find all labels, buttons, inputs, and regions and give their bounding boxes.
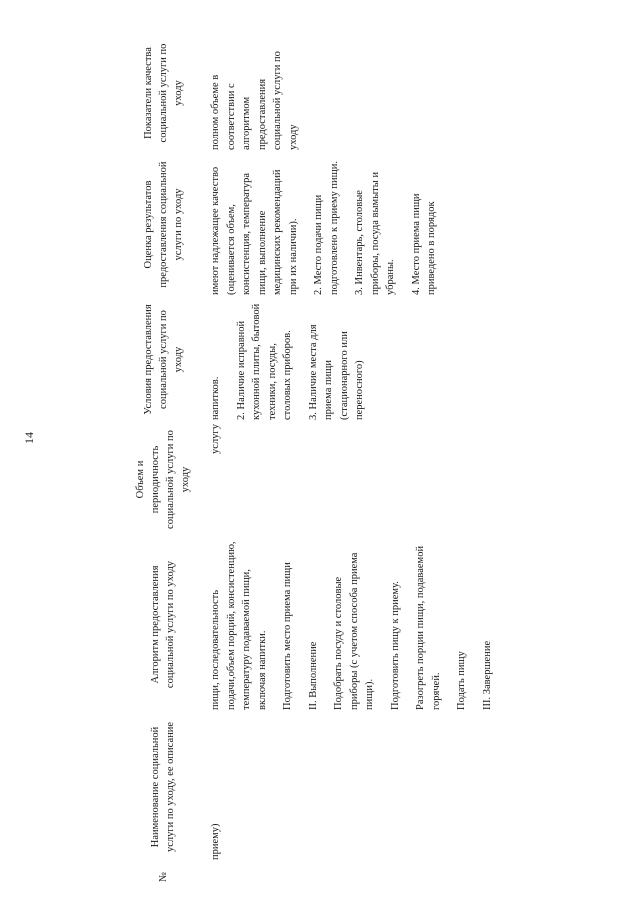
cell-volume [208, 422, 224, 537]
header-quality: Показатели качества социальной услуги по уходу [142, 43, 184, 143]
header-conditions: Условия предоставления социальной услуги по уходу [142, 304, 184, 415]
quality-text: полном объеме в соответствии с алгоритмом предоставления социальной услуги по уходу [210, 51, 299, 150]
evaluation-item: 3. Инвентарь, столовые приборы, посуда вымыты и убраны. [354, 171, 396, 295]
algorithm-step: Подготовить пищу к приему. [389, 581, 401, 710]
algorithm-section-heading: III. Завершение [481, 640, 493, 710]
algorithm-step: Подготовить место приема пищи [282, 562, 293, 710]
page-number: 14 [22, 432, 36, 444]
algorithm-step: Разогреть порции пищи, подаваемой горячей. [415, 545, 442, 710]
header-number: № [157, 871, 169, 883]
algorithm-step: Подобрать посуду и столовые приборы (с учетом способа приема пищи). [333, 552, 375, 710]
column-service-name [118, 712, 234, 862]
cell-evaluation [208, 152, 440, 297]
volume-text: услугу [210, 424, 221, 454]
condition-item: 3. Наличие места для приема пищи (стационарного или переносного) [307, 324, 365, 420]
header-volume: Объем и периодичность социальной услуги по уходу [135, 430, 191, 529]
algorithm-section-heading: II. Выполнение [307, 641, 319, 710]
column-algorithm [118, 537, 505, 712]
header-service-name: Наименование социальной услуги по уходу, ее описание [150, 721, 176, 853]
condition-item: 2. Наличие исправной кухонной плиты, бытовой техники, посуды, столовых приборов. [235, 303, 293, 420]
header-algorithm: Алгоритм предоставления социальной услуги по уходу [150, 560, 176, 689]
cell-algorithm [208, 537, 495, 712]
column-number [118, 862, 208, 892]
evaluation-item: 2. Место подачи пищи подготовлено к приему пищи. [313, 161, 340, 295]
column-conditions [118, 297, 378, 422]
header-evaluation: Оценка результатов предоставления социальной услуги по уходу [142, 161, 184, 288]
evaluation-item: 4. Место приема пищи приведено в порядок [410, 193, 437, 295]
services-table [118, 32, 623, 892]
cell-service-name [208, 712, 224, 862]
condition-item: напитков. [210, 376, 221, 420]
algorithm-step: Подать пищу [456, 651, 467, 710]
service-name-text: приему) [210, 823, 221, 860]
cell-conditions [208, 297, 368, 422]
column-volume [118, 422, 234, 537]
evaluation-item: имеют надлежащее качество (оценивается объем, консистенция, температура пищи, выполнение медицинских рекомендаций при их наличии). [210, 166, 299, 295]
column-evaluation [118, 152, 440, 297]
column-quality [118, 34, 311, 152]
cell-quality [208, 34, 301, 152]
algorithm-step: пищи, последовательность подачи,объем порций, консистенцию, температуру подаваемой пищи, включая напитки. [210, 541, 268, 710]
